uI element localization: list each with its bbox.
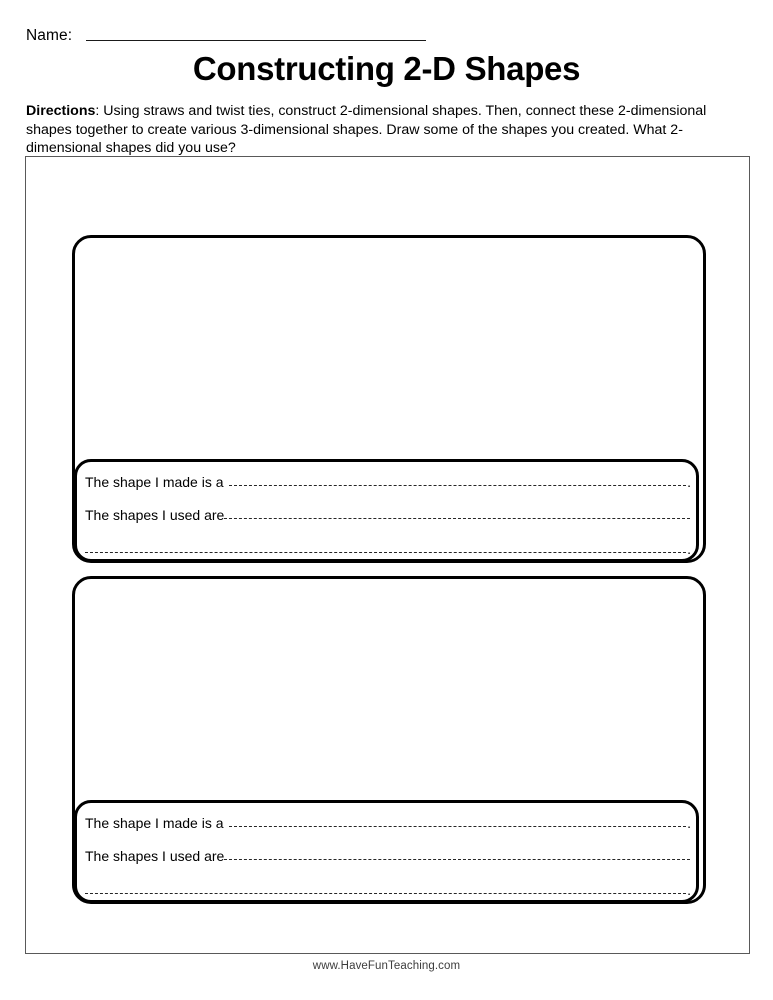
- name-input-line[interactable]: [86, 39, 426, 41]
- answer-box-2[interactable]: [74, 800, 699, 903]
- answer-blank-input[interactable]: [229, 474, 687, 487]
- answer-blank-input[interactable]: [229, 815, 687, 828]
- answer-blank-input[interactable]: [85, 882, 686, 895]
- answer-box-1[interactable]: [74, 459, 699, 562]
- directions-block: [26, 102, 738, 158]
- answer-prompt: The shapes I used are: [85, 848, 225, 864]
- name-label: Name:: [26, 27, 73, 44]
- answer-row[interactable]: [85, 815, 691, 831]
- answer-blank-input[interactable]: [224, 507, 690, 520]
- answer-end-mark: .: [687, 882, 691, 898]
- name-field[interactable]: [26, 20, 426, 44]
- directions-label: Directions: [26, 103, 96, 119]
- answer-row[interactable]: [85, 474, 691, 490]
- drawing-area-1[interactable]: [75, 238, 703, 456]
- answer-blank-input[interactable]: [224, 848, 690, 861]
- answer-row[interactable]: [85, 848, 691, 864]
- activity-box-1[interactable]: [72, 235, 706, 563]
- answer-prompt: The shape I made is a: [85, 474, 224, 490]
- directions-separator: :: [95, 103, 100, 119]
- answer-row[interactable]: [85, 507, 691, 523]
- drawing-area-2[interactable]: [75, 579, 703, 797]
- footer-url: www.HaveFunTeaching.com: [312, 960, 461, 972]
- answer-blank-input[interactable]: [85, 541, 686, 554]
- activity-box-2[interactable]: [72, 576, 706, 904]
- page-title: Constructing 2-D Shapes: [192, 50, 581, 87]
- answer-end-mark: .: [687, 474, 691, 490]
- directions-text: Using straws and twist ties, construct 2-dimensional shapes. Then, connect these 2-dimensional shapes together to create various 3-dimensional shapes. Draw some of the shapes you created. What 2-dimensional shapes did you use?: [26, 103, 707, 157]
- answer-row[interactable]: [85, 882, 691, 898]
- answer-prompt: The shape I made is a: [85, 815, 224, 831]
- answer-row[interactable]: [85, 541, 691, 557]
- answer-end-mark: .: [687, 541, 691, 557]
- answer-end-mark: .: [687, 815, 691, 831]
- answer-prompt: The shapes I used are: [85, 507, 225, 523]
